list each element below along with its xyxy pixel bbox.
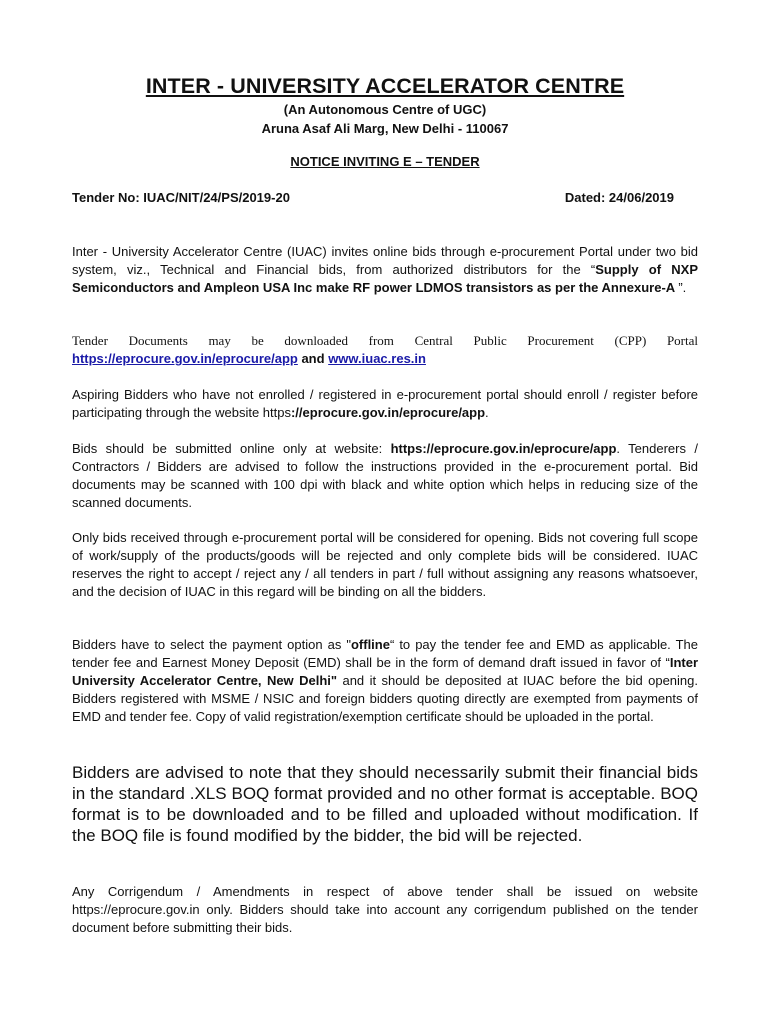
- paragraph-submission: [72, 440, 698, 512]
- eprocure-link[interactable]: https://eprocure.gov.in/eprocure/app: [72, 351, 298, 366]
- paragraph-consideration: Only bids received through e-procurement portal will be considered for opening. Bids not covering full scope of work/supply of the products/goods will be rejected and only complete bids will be considered. IUAC reserves the right to accept / reject any / all tenders in part / full without assigning any reasons whatsoever, and the decision of IUAC in this regard will be binding on all the bidders.: [72, 530, 698, 599]
- p3-bold: ://eprocure.gov.in/eprocure/app: [290, 405, 486, 420]
- p4-bold: https://eprocure.gov.in/eprocure/app: [390, 441, 617, 456]
- tender-info-row: [72, 190, 698, 205]
- p4-text: Bids should be submitted online only at website:: [72, 441, 391, 456]
- p3-text: Aspiring Bidders who have not enrolled / registered in e-procurement portal should enroll / register before participating through the website https: [72, 387, 698, 420]
- tender-date: Dated: 24/06/2019: [564, 190, 674, 205]
- p2-text: Tender Documents may be downloaded from Central Public Procurement (CPP) Portal: [72, 333, 698, 348]
- subtitle-address: Aruna Asaf Ali Marg, New Delhi - 110067: [261, 121, 509, 136]
- p1-bold: Supply of NXP Semiconductors and Ampleon USA Inc make RF power LDMOS transistors as per the Annexure-A: [72, 262, 698, 295]
- subtitle-ugc: (An Autonomous Centre of UGC): [283, 102, 487, 117]
- paragraph-payment: [72, 636, 698, 726]
- paragraph-invitation: [72, 243, 698, 297]
- p4-end: . Tenderers / Contractors / Bidders are advised to follow the instructions provided in the e-procurement portal. Bid documents may be scanned with 100 dpi with black and white option which helps in reducing size of the scanned documents.: [72, 441, 698, 510]
- iuac-link[interactable]: www.iuac.res.in: [328, 351, 426, 366]
- paragraph-enroll: [72, 386, 698, 422]
- tender-number: Tender No: IUAC/NIT/24/PS/2019-20: [72, 190, 290, 205]
- paragraph-download: [72, 332, 698, 368]
- page-title: INTER - UNIVERSITY ACCELERATOR CENTRE: [145, 74, 625, 98]
- p1-end: ”.: [678, 280, 687, 295]
- p6-bold2: Inter University Accelerator Centre, New Delhi": [72, 655, 698, 688]
- p6-text2: “ to pay the tender fee and EMD as applicable. The tender fee and Earnest Money Deposit (EMD) shall be in the form of demand draft issued in favor of “: [72, 637, 698, 670]
- p6-bold1: offline: [350, 637, 390, 652]
- p6-text1: Bidders have to select the payment option as ": [72, 637, 351, 652]
- paragraph-boq: Bidders are advised to note that they should necessarily submit their financial bids in the standard .XLS BOQ format provided and no other format is acceptable. BOQ format is to be downloaded and to be filled and uploaded without modification. If the BOQ file is found modified by the bidder, the bid will be rejected.: [72, 763, 698, 845]
- paragraph-corrigendum: Any Corrigendum / Amendments in respect of above tender shall be issued on website https://eprocure.gov.in only. Bidders should take into account any corrigendum published on the tender document before submitting their bids.: [72, 884, 698, 935]
- p2-and: and: [297, 351, 329, 366]
- p6-text3: and it should be deposited at IUAC before the bid opening. Bidders registered with MSME / NSIC and foreign bidders quoting directly are exempted from payments of EMD and tender fee. Copy of valid registration/exemption certificate should be uploaded in the portal.: [72, 673, 698, 724]
- p3-end: .: [485, 405, 489, 420]
- p1-text: Inter - University Accelerator Centre (IUAC) invites online bids through e-procurement Portal under two bid system, viz., Technical and Financial bids, from authorized distributors for the “: [72, 244, 698, 277]
- notice-heading: NOTICE INVITING E – TENDER: [290, 154, 480, 169]
